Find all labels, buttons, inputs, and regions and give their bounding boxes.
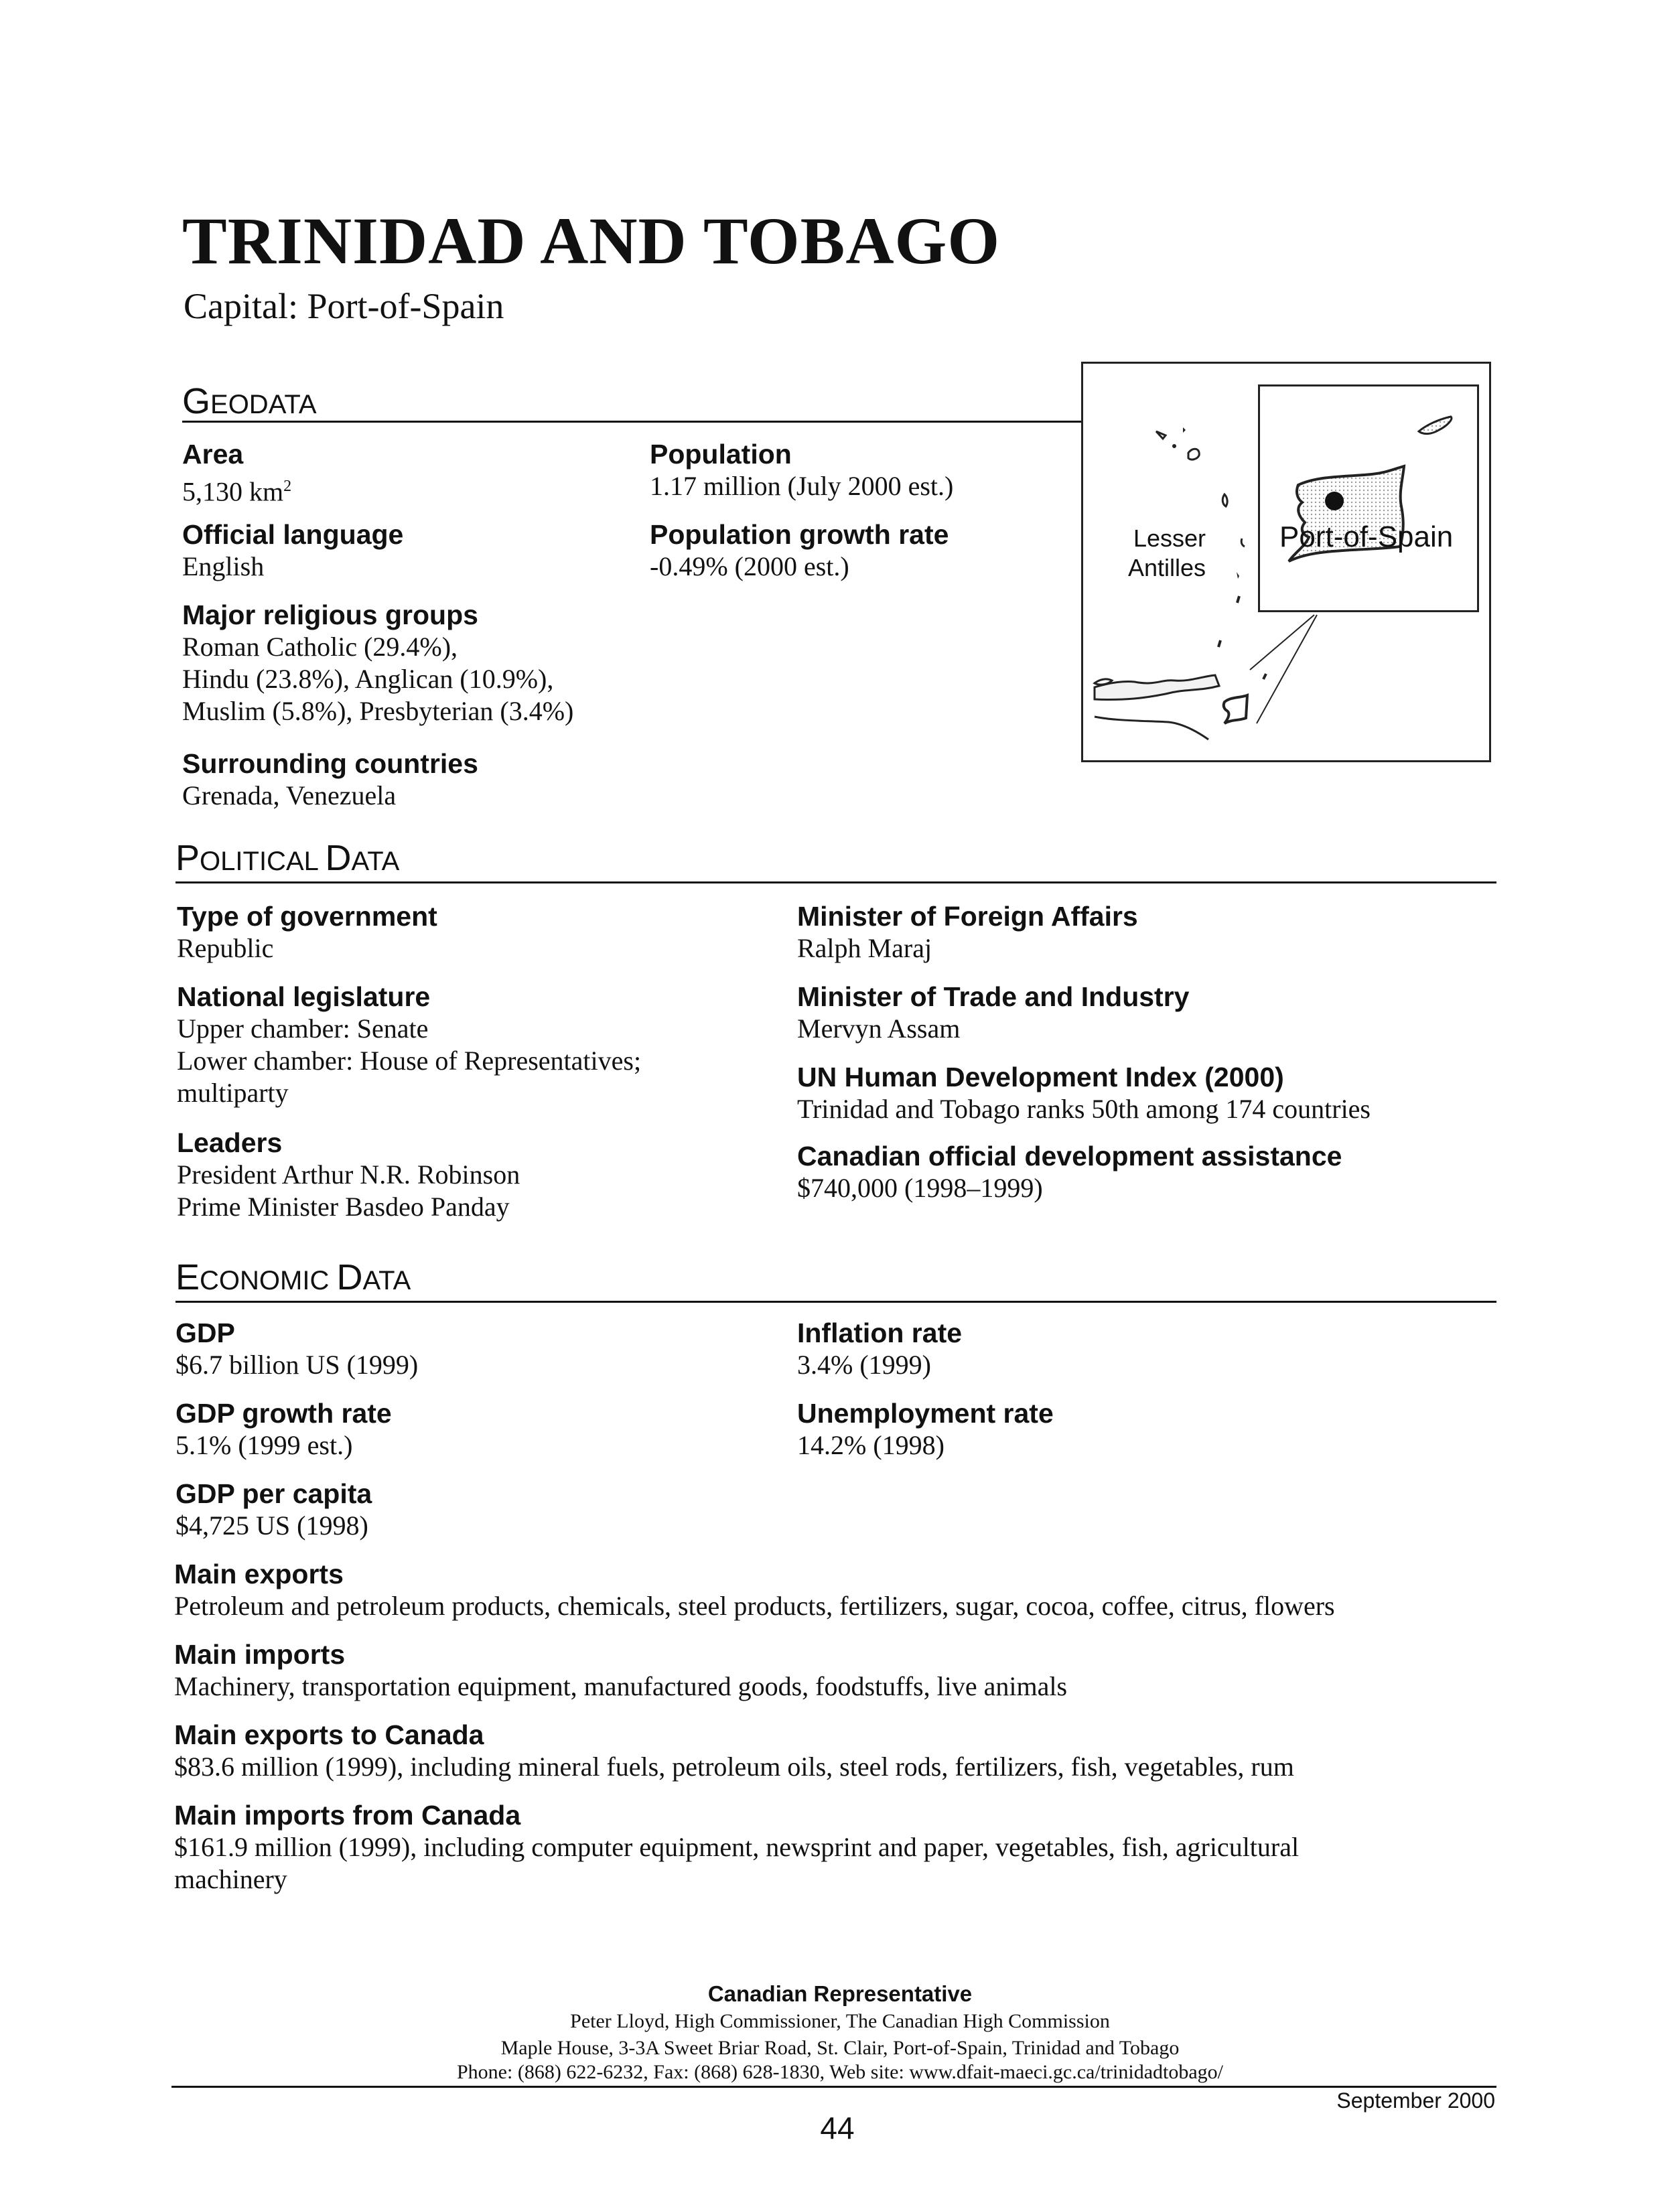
tobago-shape xyxy=(1419,417,1452,434)
trade-value: Mervyn Assam xyxy=(797,1013,961,1044)
island-shape xyxy=(1241,539,1245,547)
foreign-affairs-field xyxy=(797,900,1138,965)
island-dot xyxy=(1172,444,1176,448)
religion-label: Major religious groups xyxy=(182,599,478,630)
leaders-line-1: President Arthur N.R. Robinson xyxy=(177,1159,520,1190)
language-label: Official language xyxy=(182,519,404,550)
unemployment-field xyxy=(797,1397,1054,1462)
island-shape xyxy=(1263,674,1266,679)
imports-label: Main imports xyxy=(174,1639,346,1670)
gdp-capita-label: GDP per capita xyxy=(176,1478,372,1509)
hdi-field xyxy=(797,1061,1371,1125)
exports-label: Main exports xyxy=(174,1559,344,1589)
capital-map-label: Port-of-Spain xyxy=(1279,520,1454,553)
exports-canada-field xyxy=(174,1719,1500,1783)
population-value: 1.17 million (July 2000 est.) xyxy=(650,471,954,501)
page-title: TRINIDAD AND TOBAGO xyxy=(182,204,1001,278)
government-label: Type of government xyxy=(177,901,437,932)
gdp-capita-value: $4,725 US (1998) xyxy=(176,1510,368,1541)
population-field xyxy=(650,438,953,502)
political-rule xyxy=(176,881,1496,883)
exports-value: Petroleum and petroleum products, chemicals, steel products, fertilizers, sugar, cocoa, coffee, citrus, flowers xyxy=(174,1591,1335,1621)
oda-label: Canadian official development assistance xyxy=(797,1141,1342,1171)
economic-heading: ECONOMIC DATA xyxy=(176,1257,411,1297)
imports-value: Machinery, transportation equipment, manufactured goods, foodstuffs, live animals xyxy=(174,1671,1068,1701)
connector-line xyxy=(1257,615,1317,723)
trinidad-small-shape xyxy=(1224,695,1247,723)
imports-canada-line-1: $161.9 million (1999), including computer equipment, newsprint and paper, vegetables, fish, agricultural xyxy=(174,1832,1300,1862)
legislature-label: National legislature xyxy=(177,981,431,1012)
foreign-affairs-label: Minister of Foreign Affairs xyxy=(797,901,1138,932)
inflation-value: 3.4% (1999) xyxy=(797,1350,931,1380)
trade-label: Minister of Trade and Industry xyxy=(797,981,1190,1012)
legislature-line-1: Upper chamber: Senate xyxy=(177,1013,429,1044)
unemployment-value: 14.2% (1998) xyxy=(797,1430,944,1460)
surrounding-value: Grenada, Venezuela xyxy=(182,780,397,810)
island-shape xyxy=(1237,596,1239,603)
coastline-shape xyxy=(1095,675,1219,700)
area-label: Area xyxy=(182,439,244,470)
legislature-line-2: Lower chamber: House of Representatives; xyxy=(177,1046,642,1076)
publication-date: September 2000 xyxy=(1336,2088,1495,2113)
economic-rule xyxy=(176,1301,1496,1303)
government-field xyxy=(177,900,437,965)
inflation-field xyxy=(797,1317,962,1381)
political-heading: POLITICAL DATA xyxy=(176,838,400,878)
capital-subtitle: Capital: Port-of-Spain xyxy=(184,286,504,326)
surrounding-field xyxy=(182,748,478,812)
oda-field xyxy=(797,1140,1342,1204)
area-field xyxy=(182,438,291,508)
religion-line-3: Muslim (5.8%), Presbyterian (3.4%) xyxy=(182,696,574,726)
gdp-field xyxy=(176,1317,418,1381)
growth-field xyxy=(650,518,949,583)
imports-field xyxy=(174,1638,1500,1703)
trade-field xyxy=(797,981,1189,1045)
leaders-line-2: Prime Minister Basdeo Panday xyxy=(177,1192,510,1222)
island-shape xyxy=(1183,427,1186,433)
legislature-line-3: multiparty xyxy=(177,1078,289,1108)
inset-drawing xyxy=(1258,384,1479,612)
foreign-affairs-value: Ralph Maraj xyxy=(797,933,932,963)
leaders-field xyxy=(177,1127,520,1223)
island-shape xyxy=(1237,572,1239,579)
exports-field xyxy=(174,1558,1500,1622)
gdp-growth-value: 5.1% (1999 est.) xyxy=(176,1430,353,1460)
population-label: Population xyxy=(650,439,792,470)
connector-line xyxy=(1250,615,1314,670)
coastline-shape xyxy=(1095,717,1208,739)
imports-canada-field xyxy=(174,1799,1500,1896)
gdp-label: GDP xyxy=(176,1318,235,1348)
surrounding-label: Surrounding countries xyxy=(182,748,478,779)
imports-canada-line-2: machinery xyxy=(174,1864,287,1894)
geodata-rule xyxy=(182,421,1082,423)
geodata-heading: GEODATA xyxy=(182,381,317,421)
footer-line-3: Phone: (868) 622-6232, Fax: (868) 628-1830, Web site: www.dfait-maeci.gc.ca/trinidadtobago/ xyxy=(457,2061,1223,2083)
gdp-growth-field xyxy=(176,1397,392,1462)
island-shape xyxy=(1188,449,1199,459)
footer-line-2: Maple House, 3-3A Sweet Briar Road, St. Clair, Port-of-Spain, Trinidad and Tobago xyxy=(500,2037,1180,2059)
region-label: Lesser Antilles xyxy=(1127,524,1206,581)
footer-rule xyxy=(171,2086,1496,2088)
imports-canada-label: Main imports from Canada xyxy=(174,1800,521,1831)
gdp-capita-field xyxy=(176,1478,372,1542)
inflation-label: Inflation rate xyxy=(797,1318,963,1348)
language-value: English xyxy=(182,551,265,581)
growth-label: Population growth rate xyxy=(650,519,949,550)
footer-title: Canadian Representative xyxy=(707,1981,973,2006)
leaders-label: Leaders xyxy=(177,1127,283,1158)
legislature-field xyxy=(177,981,641,1109)
religion-field xyxy=(182,599,573,727)
gdp-growth-label: GDP growth rate xyxy=(176,1398,392,1429)
island-shape xyxy=(1218,640,1220,647)
government-value: Republic xyxy=(177,933,274,963)
growth-value: -0.49% (2000 est.) xyxy=(650,551,849,581)
capital-marker xyxy=(1325,492,1344,510)
gdp-value: $6.7 billion US (1999) xyxy=(176,1350,419,1380)
unemployment-label: Unemployment rate xyxy=(797,1398,1054,1429)
exports-canada-value: $83.6 million (1999), including mineral fuels, petroleum oils, steel rods, fertilizers, fish, vegetables, rum xyxy=(174,1752,1294,1782)
hdi-value: Trinidad and Tobago ranks 50th among 174 countries xyxy=(797,1094,1371,1124)
island-shape xyxy=(1156,431,1166,439)
page-number: 44 xyxy=(820,2111,855,2145)
oda-value: $740,000 (1998–1999) xyxy=(797,1173,1043,1203)
religion-line-2: Hindu (23.8%), Anglican (10.9%), xyxy=(182,664,554,694)
hdi-label: UN Human Development Index (2000) xyxy=(797,1062,1284,1092)
area-value: 5,130 $km^2$ xyxy=(182,476,292,507)
language-field xyxy=(182,518,403,583)
exports-canada-label: Main exports to Canada xyxy=(174,1719,484,1750)
religion-line-1: Roman Catholic (29.4%), xyxy=(182,632,458,662)
island-shape xyxy=(1222,494,1227,506)
footer-line-1: Peter Lloyd, High Commissioner, The Canadian High Commission xyxy=(570,2010,1110,2032)
